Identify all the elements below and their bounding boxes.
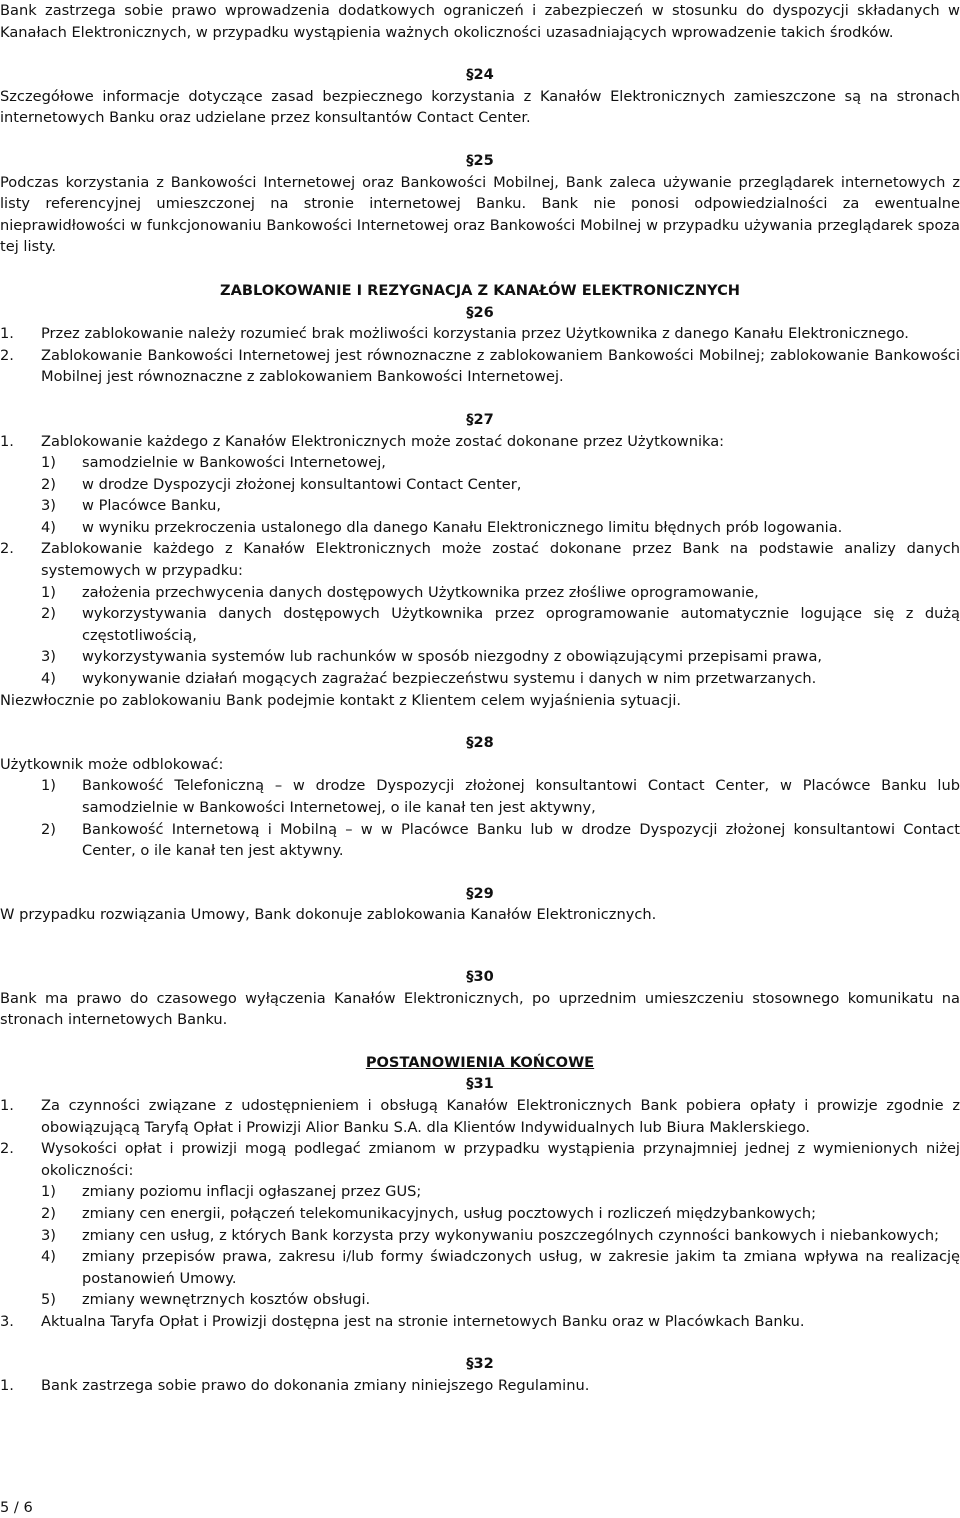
list-subitem — [0, 1289, 960, 1311]
subitem-number: 5) — [41, 1291, 56, 1309]
item-number: 2. — [0, 1140, 14, 1158]
subitem-text: wykorzystywania danych dostępowych Użytkownika przez oprogramowanie automatycznie logujące się z dużą częstotliwością, — [82, 605, 960, 644]
subitem-text: zmiany poziomu inflacji ogłaszanej przez GUS; — [82, 1183, 422, 1201]
list-item — [0, 538, 960, 581]
item-text: Bank zastrzega sobie prawo do dokonania zmiany niniejszego Regulaminu. — [41, 1377, 590, 1395]
list-subitem — [0, 582, 960, 604]
list-item — [0, 1375, 960, 1397]
list-subitem — [0, 603, 960, 646]
subitem-number: 1) — [41, 777, 56, 795]
section-25-text: Podczas korzystania z Bankowości Internetowej oraz Bankowości Mobilnej, Bank zaleca używanie przeglądarek internetowych z listy referencyjnej umieszczonej na stronie internetowej Banku. Bank nie ponosi odpowiedzialności za ewentualne nieprawidłowości w funkcjonowaniu Bankowości Internetowej oraz Bankowości Mobilnej w przypadku używania przeglądarek spoza tej listy. — [0, 173, 960, 256]
subitem-text: zmiany cen usług, z których Bank korzysta przy wykonywaniu poszczególnych czynności bankowych i niebankowych; — [82, 1226, 940, 1244]
subitem-text: w drodze Dyspozycji złożonej konsultantowi Contact Center, — [82, 475, 522, 493]
subitem-text: Bankowość Internetową i Mobilną – w w Placówce Banku lub w drodze Dyspozycji złożonej konsultantowi Contact Center, o ile kanał ten jest aktywny. — [82, 820, 960, 860]
list-subitem — [0, 1181, 960, 1203]
subitem-number: 4) — [41, 1248, 56, 1266]
list-item — [0, 431, 960, 453]
list-item — [0, 1138, 960, 1181]
list-subitem — [0, 1246, 960, 1289]
list-subitem — [0, 1225, 960, 1247]
section-25-title: §25 — [466, 151, 494, 169]
section-28-title: §28 — [466, 734, 494, 752]
subitem-text: wykorzystywania systemów lub rachunków w sposób niezgodny z obowiązującymi przepisami prawa, — [82, 648, 823, 666]
subitem-text: w wyniku przekroczenia ustalonego dla danego Kanału Elektronicznego limitu błędnych prób logowania. — [82, 518, 843, 536]
item-number: 1. — [0, 1096, 14, 1114]
subitem-number: 1) — [41, 583, 56, 601]
subitem-number: 2) — [41, 605, 56, 623]
item-text: Zablokowanie każdego z Kanałów Elektronicznych może zostać dokonane przez Użytkownika: — [41, 432, 725, 450]
subitem-text: w Placówce Banku, — [82, 497, 221, 515]
subitem-text: zmiany cen energii, połączeń telekomunikacyjnych, usług pocztowych i rozliczeń międzybankowych; — [82, 1204, 817, 1222]
item-text: Za czynności związane z udostępnieniem i obsługą Kanałów Elektronicznych Bank pobiera opłaty i prowizje zgodnie z obowiązującą Taryfą Opłat i Prowizji Alior Banku S.A. dla Klientów Indywidualnych lub Biura Maklerskiego. — [41, 1096, 960, 1136]
list-subitem — [0, 668, 960, 690]
list-item — [0, 1095, 960, 1138]
list-item — [0, 1311, 960, 1333]
subitem-text: zmiany przepisów prawa, zakresu i/lub formy świadczonych usług, w zakresie jakim ta zmiana wpływa na realizację postanowień Umowy. — [82, 1248, 960, 1287]
item-number: 3. — [0, 1312, 14, 1330]
heading-blocking: ZABLOKOWANIE I REZYGNACJA Z KANAŁÓW ELEKTRONICZNYCH — [219, 281, 740, 299]
list-item — [0, 323, 960, 345]
list-subitem — [0, 517, 960, 539]
item-number: 1. — [0, 325, 14, 343]
list-subitem — [0, 452, 960, 474]
item-number: 2. — [0, 346, 14, 364]
item-number: 2. — [0, 540, 14, 558]
subitem-number: 3) — [41, 1226, 56, 1244]
section-30-title: §30 — [466, 967, 494, 985]
list-subitem — [0, 495, 960, 517]
list-item — [0, 345, 960, 388]
heading-final-provisions: POSTANOWIENIA KOŃCOWE — [365, 1053, 595, 1071]
section-27-title: §27 — [466, 410, 494, 428]
item-text: Przez zablokowanie należy rozumieć brak możliwości korzystania przez Użytkownika z danego Kanału Elektronicznego. — [41, 325, 909, 343]
subitem-number: 2) — [41, 475, 56, 493]
subitem-text: Bankowość Telefoniczną – w drodze Dyspozycji złożonej konsultantowi Contact Center, w Placówce Banku lub samodzielnie w Bankowości Internetowej, o ile kanał ten jest aktywny, — [82, 777, 960, 816]
section-32-title: §32 — [466, 1355, 494, 1373]
subitem-number: 4) — [41, 518, 56, 536]
item-text: Wysokości opłat i prowizji mogą podlegać zmianom w przypadku wystąpienia przynajmniej jednej z wymienionych niżej okoliczności: — [41, 1140, 960, 1179]
section-29-title: §29 — [466, 884, 494, 902]
section-24-title: §24 — [466, 66, 494, 84]
item-number: 1. — [0, 432, 14, 450]
section-31-title: §31 — [466, 1075, 494, 1093]
section-30-text: Bank ma prawo do czasowego wyłączenia Kanałów Elektronicznych, po uprzednim umieszczeniu stosownego komunikatu na stronach internetowych Banku. — [0, 989, 960, 1029]
page-number: 5 / 6 — [0, 1499, 33, 1516]
subitem-number: 1) — [41, 1183, 56, 1201]
item-text: Zablokowanie Bankowości Internetowej jest równoznaczne z zablokowaniem Bankowości Mobilnej; zablokowanie Bankowości Mobilnej jest równoznaczne z zablokowaniem Bankowości Internetowej. — [41, 346, 960, 386]
item-text: Zablokowanie każdego z Kanałów Elektronicznych może zostać dokonane przez Bank na podstawie analizy danych systemowych w przypadku: — [41, 540, 960, 580]
list-subitem — [0, 775, 960, 818]
subitem-text: samodzielnie w Bankowości Internetowej, — [82, 454, 386, 472]
item-text: Aktualna Taryfa Opłat i Prowizji dostępna jest na stronie internetowych Banku oraz w Placówkach Banku. — [41, 1312, 805, 1330]
item-number: 1. — [0, 1377, 14, 1395]
section-26-title: §26 — [466, 303, 494, 321]
subitem-text: zmiany wewnętrznych kosztów obsługi. — [82, 1291, 371, 1309]
subitem-number: 2) — [41, 820, 56, 838]
subitem-number: 4) — [41, 670, 56, 688]
list-subitem — [0, 1203, 960, 1225]
subitem-number: 3) — [41, 497, 56, 515]
paragraph-intro: Bank zastrzega sobie prawo wprowadzenia dodatkowych ograniczeń i zabezpieczeń w stosunku do dyspozycji składanych w Kanałach Elektronicznych, w przypadku wystąpienia ważnych okoliczności uzasadniających wprowadzenie takich środków. — [0, 2, 960, 41]
subitem-number: 1) — [41, 454, 56, 472]
subitem-text: założenia przechwycenia danych dostępowych Użytkownika przez złośliwe oprogramowanie, — [82, 583, 759, 601]
section-28-intro: Użytkownik może odblokować: — [0, 755, 224, 773]
list-subitem — [0, 646, 960, 668]
section-27-closing: Niezwłocznie po zablokowaniu Bank podejmie kontakt z Klientem celem wyjaśnienia sytuacji. — [0, 691, 682, 709]
subitem-number: 3) — [41, 648, 56, 666]
section-24-text: Szczegółowe informacje dotyczące zasad bezpiecznego korzystania z Kanałów Elektronicznych zamieszczone są na stronach internetowych Banku oraz udzielane przez konsultantów Contact Center. — [0, 87, 960, 127]
subitem-text: wykonywanie działań mogących zagrażać bezpieczeństwu systemu i danych w nim przetwarzanych. — [82, 670, 817, 688]
list-subitem — [0, 474, 960, 496]
list-subitem — [0, 819, 960, 862]
section-29-text: W przypadku rozwiązania Umowy, Bank dokonuje zablokowania Kanałów Elektronicznych. — [0, 906, 657, 924]
subitem-number: 2) — [41, 1204, 56, 1222]
